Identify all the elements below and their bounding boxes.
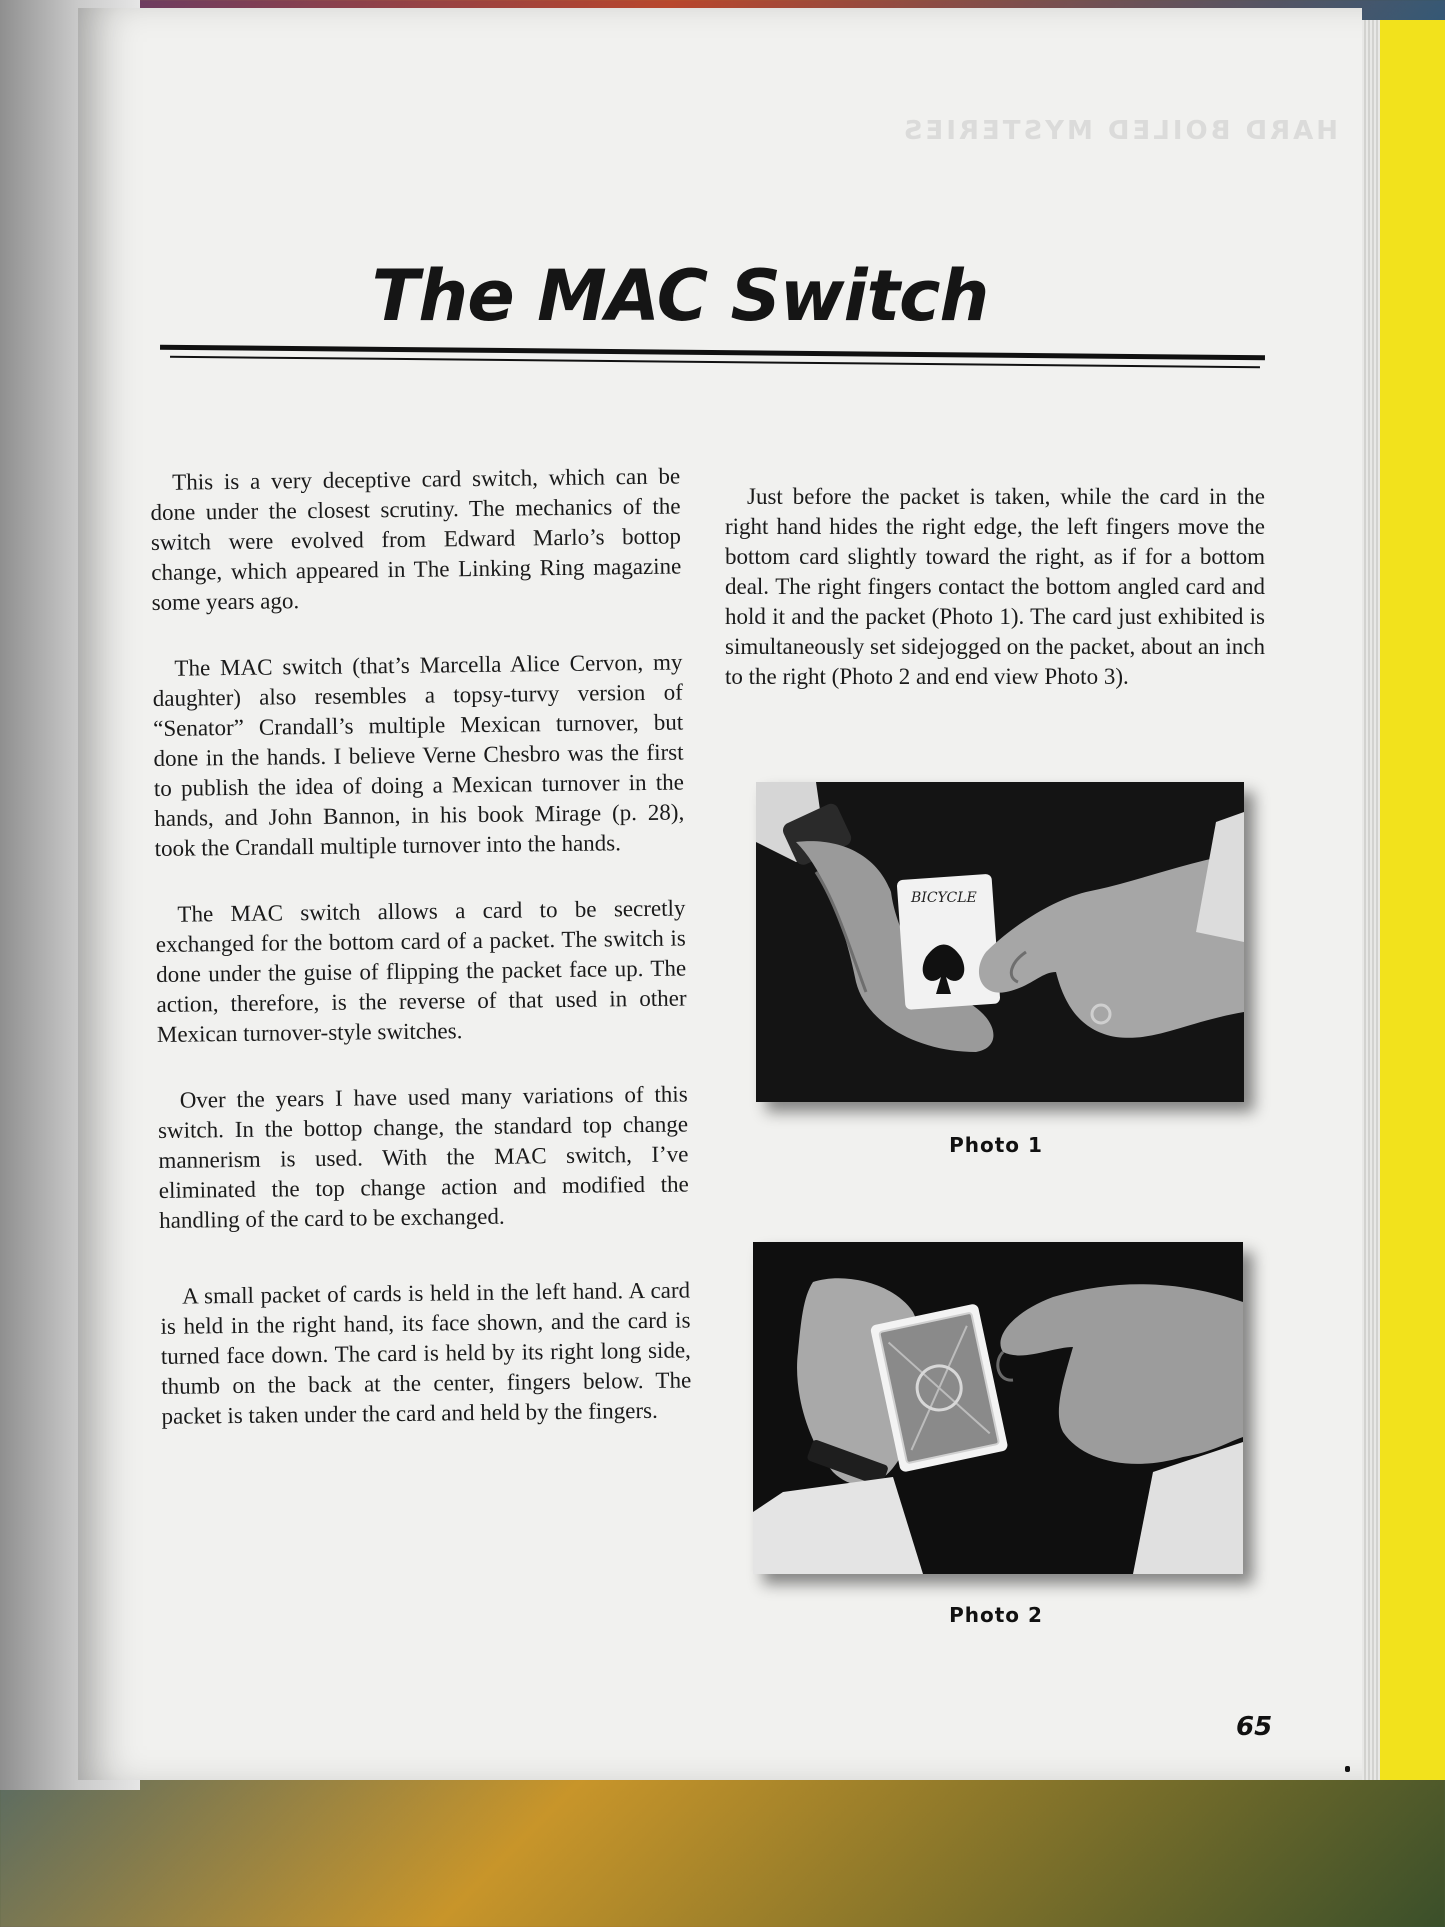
photo-1-illustration bbox=[756, 782, 1244, 1102]
print-mark bbox=[1345, 1766, 1350, 1772]
paragraph-purpose: The MAC switch allows a card to be secretly exchanged for the bottom card of a packet. The switch is done under the guise of flipping the packet face up. The action, therefore, is the reverse of that used in other Mexican turnover-style switches. bbox=[155, 895, 687, 1047]
svg-text:BICYCLE: BICYCLE bbox=[911, 890, 977, 906]
photo-2-illustration bbox=[753, 1242, 1243, 1574]
photo-2 bbox=[753, 1242, 1243, 1574]
bleed-through-header: HARD BOILED MYSTERIES bbox=[900, 116, 1338, 146]
photo-1 bbox=[756, 782, 1244, 1102]
article-title: The MAC Switch bbox=[371, 255, 989, 337]
page-number: 65 bbox=[1236, 1712, 1273, 1742]
paragraph-method: Just before the packet is taken, while the card in the right hand hides the right edge, the left fingers move the bottom card slightly toward the right, as if for a bottom deal. The right fingers contact the bottom angled card and hold it and the packet (Photo 1). The card just exhibited is simultaneously set sidejogged on the packet, about an inch to the right (Photo 2 and end view Photo 3). bbox=[725, 484, 1265, 689]
photo-2-caption: Photo 2 bbox=[949, 1603, 1043, 1627]
right-column bbox=[725, 482, 1265, 692]
paragraph-origin: The MAC switch (that’s Marcella Alice Cervon, my daughter) also resembles a topsy-turvy version of “Senator” Crandall’s multiple Mexican turnover, but done in the hands. I believe Verne Chesbro was the first to publish the idea of doing a Mexican turnover in the hands, and John Bannon, in his book Mirage (p. 28), took the Crandall multiple turnover into the hands. bbox=[152, 649, 685, 861]
photo-1-caption: Photo 1 bbox=[949, 1133, 1043, 1157]
paragraph-setup: A small packet of cards is held in the left hand. A card is held in the right hand, its face shown, and the card is turned face down. The card is held by its right long side, thumb on the back at the center, fingers below. The packet is taken under the card and held by the fingers. bbox=[160, 1277, 692, 1429]
paragraph-variations: Over the years I have used many variations of this switch. In the bottop change, the standard top change mannerism is used. With the MAC switch, I’ve eliminated the top change action and modified the handling of the card to be exchanged. bbox=[157, 1081, 689, 1233]
left-column bbox=[150, 462, 692, 1468]
paragraph-intro: This is a very deceptive card switch, which can be done under the closest scrutiny. The mechanics of the switch were evolved from Edward Marlo’s bottop change, which appeared in The Linking Ring magazine some years ago. bbox=[150, 463, 682, 615]
